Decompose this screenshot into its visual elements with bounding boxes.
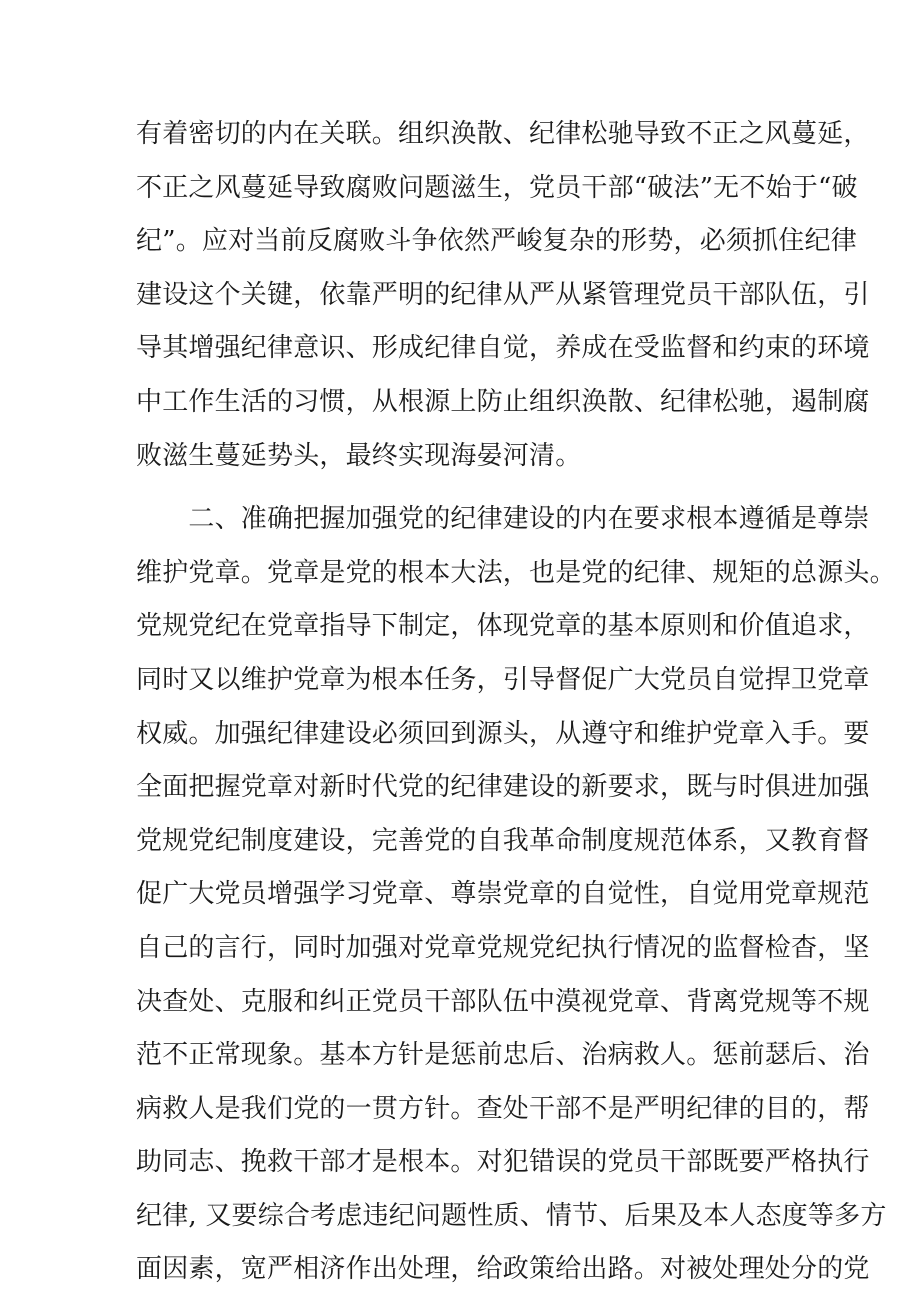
document-body: [136, 108, 896, 1297]
text-line: 有着密切的内在关联。组织涣散、纪律松驰导致不正之风蔓延，: [136, 119, 870, 149]
text-line: 范不正常现象。基本方针是惩前忠后、治病救人。惩前瑟后、治: [136, 1040, 870, 1071]
text-line: 建设这个关键，依靠严明的纪律从严从紧管理党员干部队伍，引: [136, 279, 870, 310]
text-line: 党规党纪在党章指导下制定，体现党章的基本原则和价值追求，: [136, 611, 870, 642]
text-line: 面因素，宽严相济作出处理，给政策给出路。对被处理处分的党: [136, 1254, 870, 1285]
text-line: 不正之风蔓延导致腐败问题滋生，党员干部“破法”无不始于“破: [136, 172, 858, 203]
text-line: 党规党纪制度建设，完善党的自我革命制度规范体系，又教育督: [136, 825, 870, 856]
text-line: 导其增强纪律意识、形成纪律自觉，养成在受监督和约束的环境: [136, 333, 870, 364]
text-line: 病救人是我们党的一贯方针。查处干部不是严明纪律的目的，帮: [136, 1093, 870, 1124]
paragraph-1: [136, 108, 870, 483]
text-line: 二、准确把握加强党的纪律建设的内在要求根本遵循是尊崇: [136, 504, 870, 535]
text-line: 败滋生蔓延势头，最终实现海晏河清。: [136, 440, 582, 471]
text-line: 纪”。应对当前反腐败斗争依然严峻复杂的形势，必须抓住纪律: [136, 226, 857, 257]
text-line: 同时又以维护党章为根本任务，引导督促广大党员自觉捍卫党章: [136, 664, 870, 695]
text-line: 权威。加强纪律建设必须回到源头，从遵守和维护党章入手。要: [136, 718, 870, 749]
paragraph-gap: [136, 483, 796, 493]
text-line: 助同志、挽救干部才是根本。对犯错误的党员干部既要严格执行: [136, 1147, 870, 1178]
text-line: 纪律, 又要综合考虑违纪问题性质、情节、后果及本人态度等多方: [136, 1200, 887, 1231]
text-line: 中工作生活的习惯，从根源上防止组织涣散、纪律松驰，遏制腐: [136, 386, 870, 417]
text-line: 全面把握党章对新时代党的纪律建设的新要求，既与时俱进加强: [136, 772, 870, 803]
text-line: 自己的言行，同时加强对党章党规党纪执行情况的监督检杳，坚: [136, 932, 870, 963]
paragraph-2: [136, 493, 896, 1297]
text-line: 决查处、克服和纠正党员干部队伍中漠视党章、背离党规等不规: [136, 986, 870, 1017]
text-line: 促广大党员增强学习党章、尊崇党章的自觉性，自觉用党章规范: [136, 879, 870, 910]
text-line: 维护党章。党章是党的根本大法，也是党的纪律、规矩的总源头。: [136, 557, 896, 588]
